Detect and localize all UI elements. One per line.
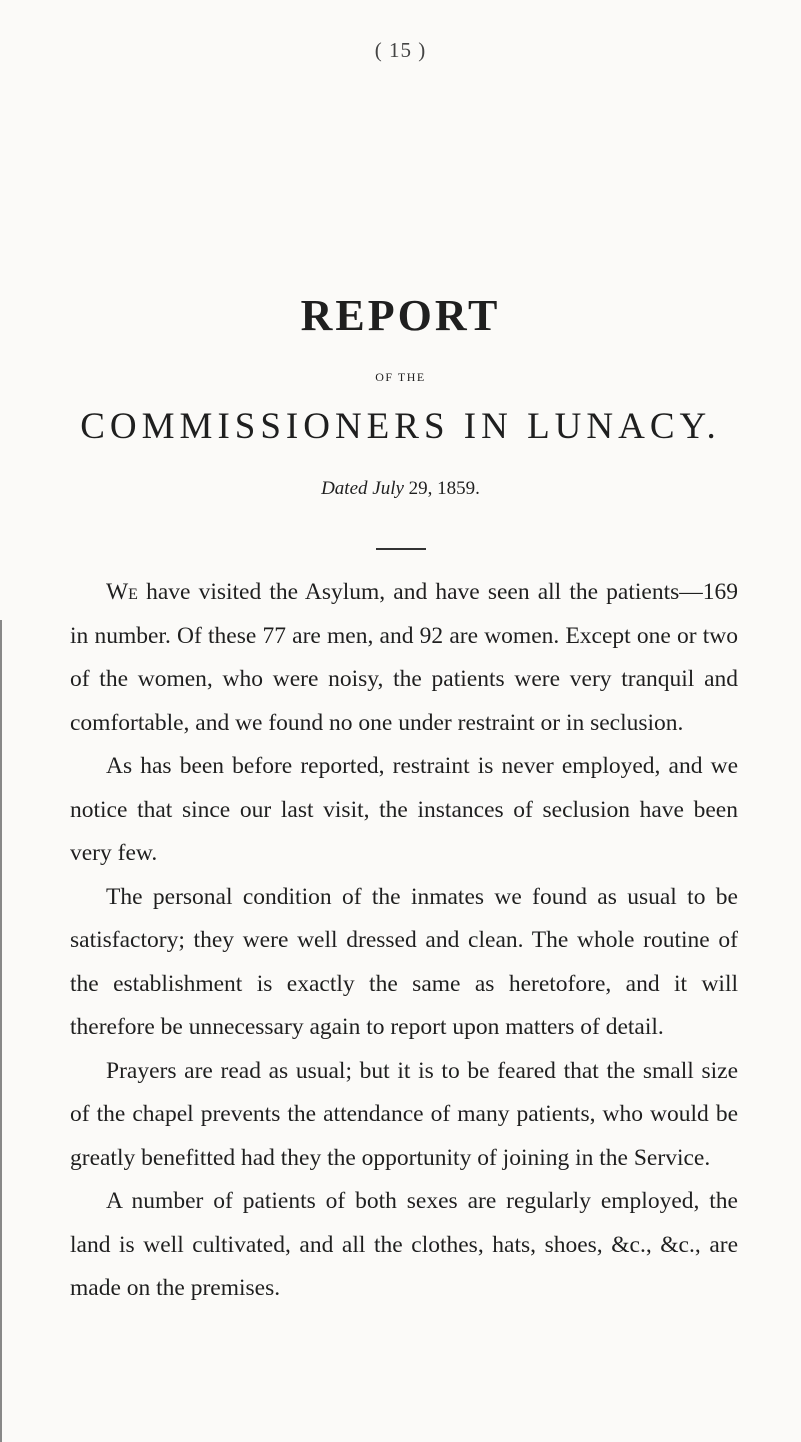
section-divider bbox=[376, 548, 426, 550]
paragraph-1 bbox=[70, 571, 738, 745]
report-title: REPORT bbox=[300, 291, 501, 340]
paragraph-1-lead-word: We bbox=[106, 579, 138, 605]
page-number: ( 15 ) bbox=[374, 38, 427, 62]
title-connector: OF THE bbox=[375, 370, 426, 384]
paragraph-3: The personal condition of the inmates we found as usual to be satisfactory; they were well dressed and clean. The whole routine of the establishment is exactly the same as heretofore, and it will therefore be unnecessary again to report upon matters of detail. bbox=[70, 883, 738, 1040]
paragraph-2: As has been before reported, restraint is never employed, and we notice that since our last visit, the instances of seclusion have been very few. bbox=[70, 753, 738, 866]
paragraph-1-text: have visited the Asylum, and have seen all the patients—169 in number. Of these 77 are men, and 92 are women. Except one or two of the women, who were noisy, the patients were very tranquil and comfortable, and we found no one under restraint or in seclusion. bbox=[70, 579, 738, 736]
report-subtitle: COMMISSIONERS IN LUNACY. bbox=[80, 406, 721, 447]
report-body bbox=[70, 571, 738, 1311]
paragraph-5: A number of patients of both sexes are regularly employed, the land is well cultivated, and all the clothes, hats, shoes, &c., &c., are made on the premises. bbox=[70, 1188, 738, 1301]
page-edge-shadow bbox=[0, 620, 2, 1442]
paragraph-4: Prayers are read as usual; but it is to be feared that the small size of the chapel prevents the attendance of many patients, who would be greatly benefitted had they the opportunity of joining in the Service. bbox=[70, 1057, 738, 1171]
dateline-label: Dated July bbox=[321, 478, 404, 499]
dateline-date: 29, 1859. bbox=[403, 478, 480, 499]
dateline bbox=[0, 478, 801, 500]
